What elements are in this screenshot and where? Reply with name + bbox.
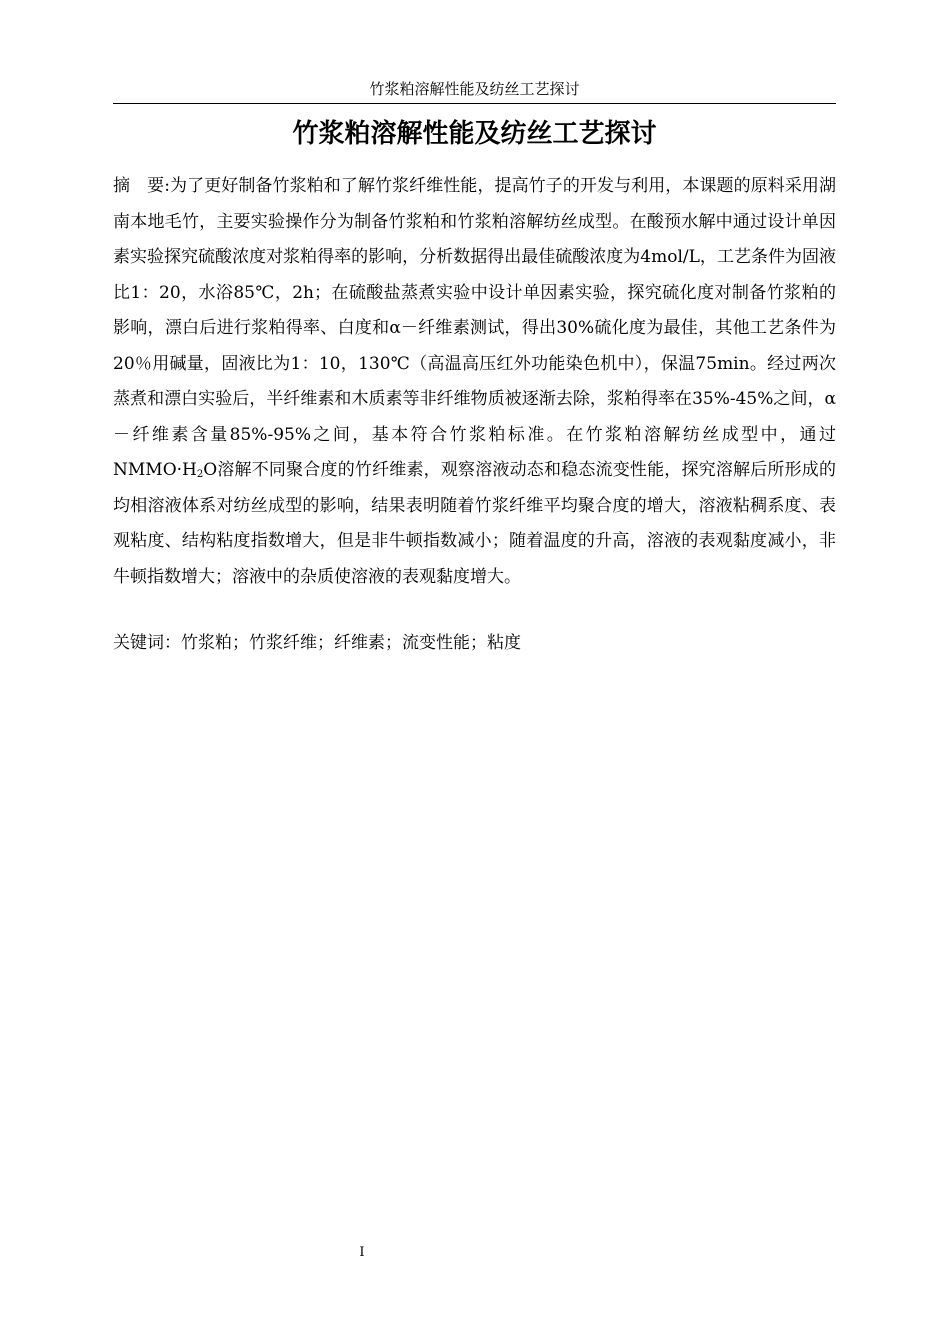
formula-end: O bbox=[203, 460, 218, 480]
abstract-label: 摘 要 bbox=[113, 176, 165, 196]
keywords-label: 关键词： bbox=[113, 633, 181, 653]
abstract-paragraph bbox=[113, 169, 836, 595]
abstract-text-part-1: 为了更好制备竹浆粕和了解竹浆纤维性能，提高竹子的开发与利用，本课题的原料采用湖南本地毛竹，主要实验操作分为制备竹浆粕和竹浆粕溶解纺丝成型。在酸预水解中通过设计单因素实验探究硫酸浓度对浆粕得率的影响，分析数据得出最佳硫酸浓度为4mol/L，工艺条件为固液比1：20，水浴85℃，2h；在硫酸盐蒸煮实验中设计单因素实验，探究硫化度对制备竹浆粕的影响，漂白后进行浆粕得率、白度和α－纤维素测试，得出30%硫化度为最佳，其他工艺条件为20％用碱量，固液比为1：10，130℃（高温高压红外功能染色机中），保温75min。经过两次蒸煮和漂白实验后，半纤维素和木质素等非纤维物质被逐渐去除，浆粕得率在35%-45%之间，α－纤维素含量85%-95%之间，基本符合竹浆粕标准。在竹浆粕溶解纺丝成型中，通过 bbox=[113, 176, 836, 445]
page-number: I bbox=[359, 1245, 365, 1260]
running-header: 竹浆粕溶解性能及纺丝工艺探讨 bbox=[369, 80, 580, 98]
paper-title: 竹浆粕溶解性能及纺丝工艺探讨 bbox=[292, 119, 657, 149]
header-rule bbox=[113, 103, 836, 104]
keywords-line bbox=[113, 626, 836, 661]
abstract-colon: : bbox=[164, 176, 170, 196]
formula-nmmo: NMMO·H bbox=[113, 460, 197, 480]
formula-subscript: 2 bbox=[196, 469, 204, 480]
abstract-text-part-2: 溶解不同聚合度的竹纤维素，观察溶液动态和稳态流变性能，探究溶解后所形成的均相溶液体系对纺丝成型的影响，结果表明随着竹浆纤维平均聚合度的增大，溶液粘稠系度、表观粘度、结构粘度指数增大，但是非牛顿指数减小；随着温度的升高，溶液的表观黏度减小，非牛顿指数增大；溶液中的杂质使溶液的表观黏度增大。 bbox=[113, 460, 836, 587]
keywords-text: 竹浆粕；竹浆纤维；纤维素；流变性能；粘度 bbox=[181, 633, 521, 653]
